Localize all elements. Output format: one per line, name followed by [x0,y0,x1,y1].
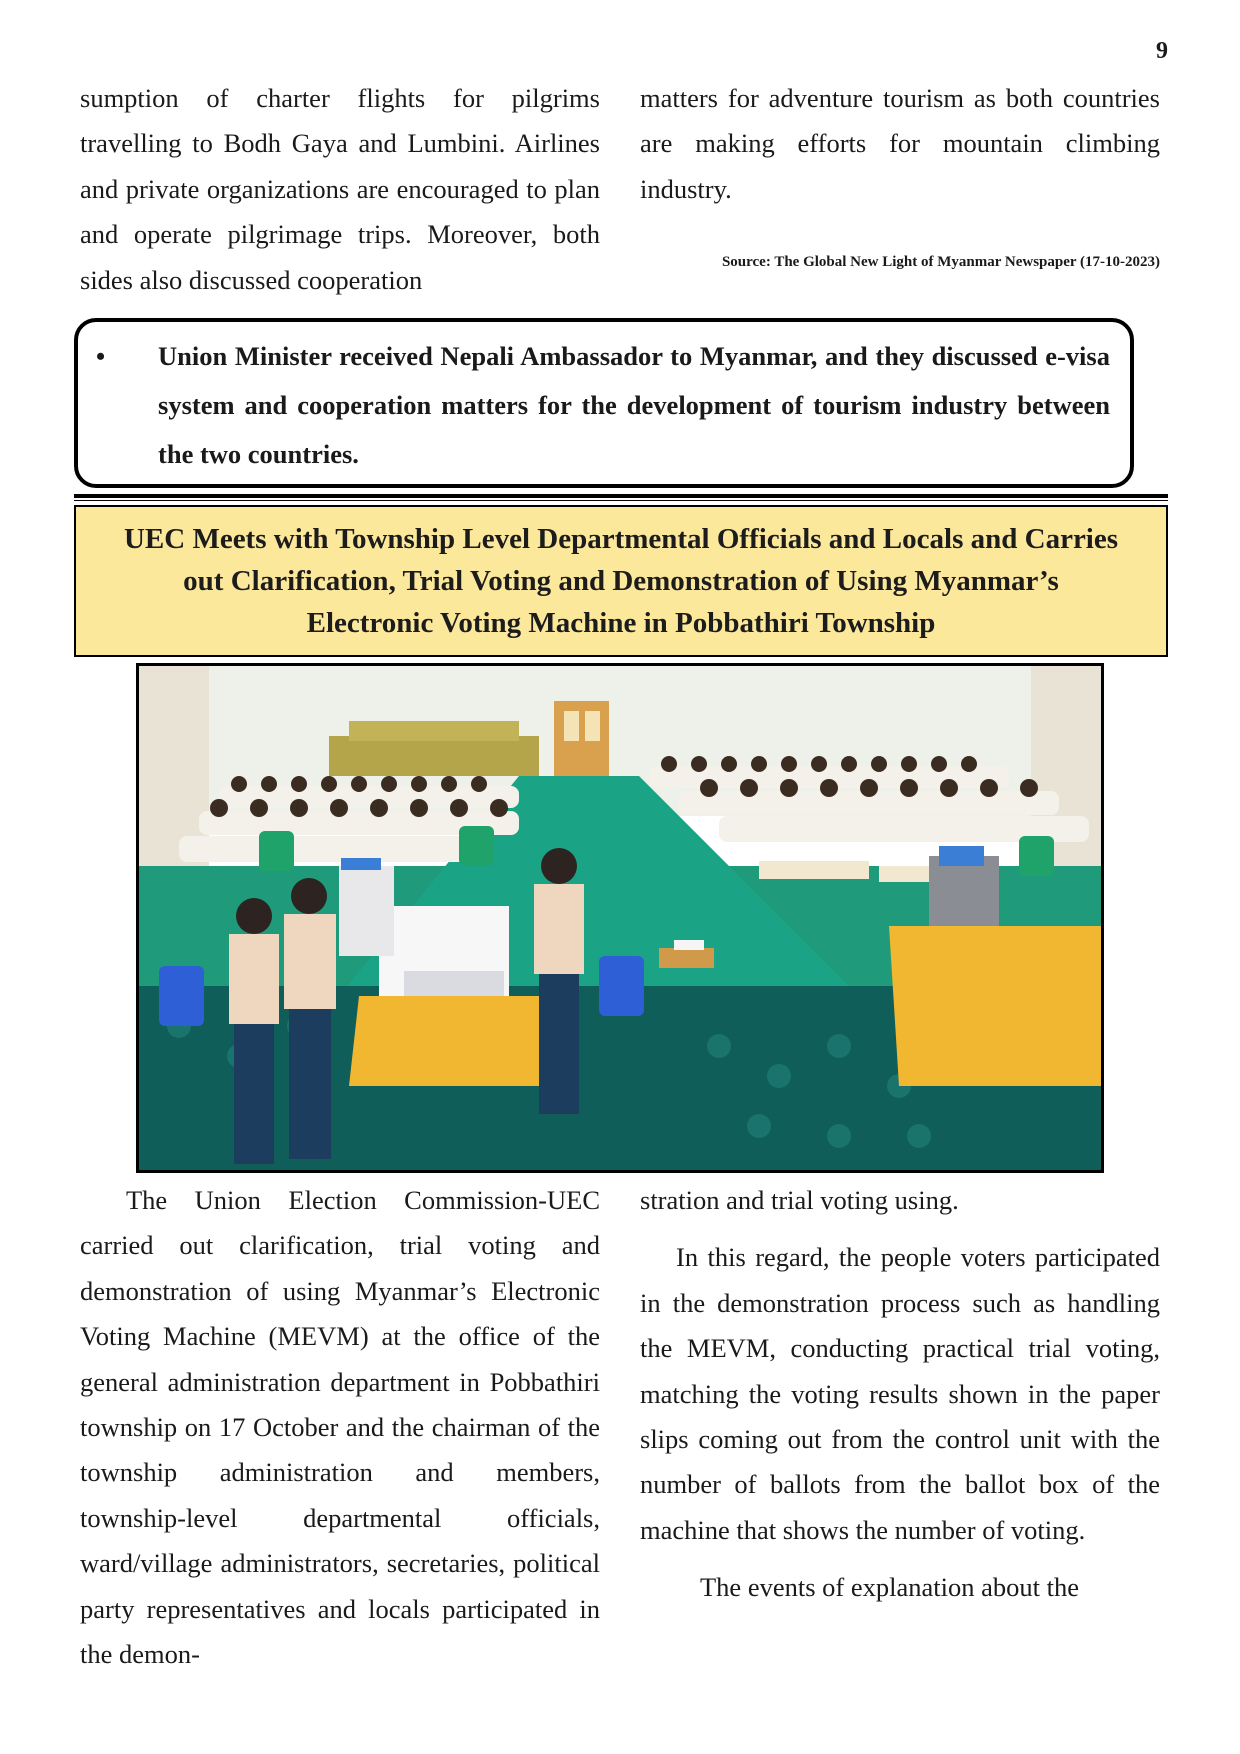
article-right-paragraph-3: The events of explanation about the [700,1572,1079,1603]
highlight-text: Union Minister received Nepali Ambassador to Myanmar, and they discussed e-visa system and cooperation matters for the development of tourism industry between the two countries. [158,341,1110,469]
top-right-column [640,76,1160,212]
article-left-column [80,1178,600,1677]
headline-line-1: UEC Meets with Township Level Departmental Officials and Locals and Carries [123,523,1119,555]
article-right-paragraph-2: In this regard, the people voters participated in the demonstration process such as handling the MEVM, conducting practical trial voting, matching the voting results shown in the paper slips coming out from the control unit with the number of ballots from the ballot box of the machine that shows the number of voting. [640,1242,1160,1545]
highlight-box [74,318,1134,488]
page-number: 9 [1156,38,1168,64]
bullet-point: • [96,342,106,371]
article-right-paragraph-1: stration and trial voting using. [640,1185,959,1215]
source-citation: Source: The Global New Light of Myanmar Newspaper (17-10-2023) [721,254,1160,270]
section-divider-thin [74,500,1168,501]
article-headline-box [74,505,1168,657]
article-headline [124,518,1118,644]
article-left-paragraph: The Union Election Commission-UEC carried out clarification, trial voting and demonstration of using Myanmar’s Electronic Voting Machine (MEVM) at the office of the general administration department in Pobbathiri township on 17 October and the chairman of the township administration and members, township-level departmental officials, ward/village administrators, secretaries, political party representatives and locals participated in the demon- [80,1185,600,1670]
section-divider [74,494,1168,498]
headline-line-3: Electronic Voting Machine in Pobbathiri Township [306,607,936,639]
top-left-column [80,76,600,303]
headline-line-2: out Clarification, Trial Voting and Demonstration of Using Myanmar’s [183,565,1059,597]
top-left-paragraph: sumption of charter flights for pilgrims travelling to Bodh Gaya and Lumbini. Airlines and private organizations are encouraged to plan and operate pilgrimage trips. Moreover, both sides also discussed cooperation [80,83,600,295]
article-photo [136,663,1104,1173]
top-right-paragraph: matters for adventure tourism as both countries are making efforts for mountain climbing industry. [640,83,1160,204]
event-photo-illustration [139,666,1101,1170]
article-right-column [640,1178,1160,1611]
